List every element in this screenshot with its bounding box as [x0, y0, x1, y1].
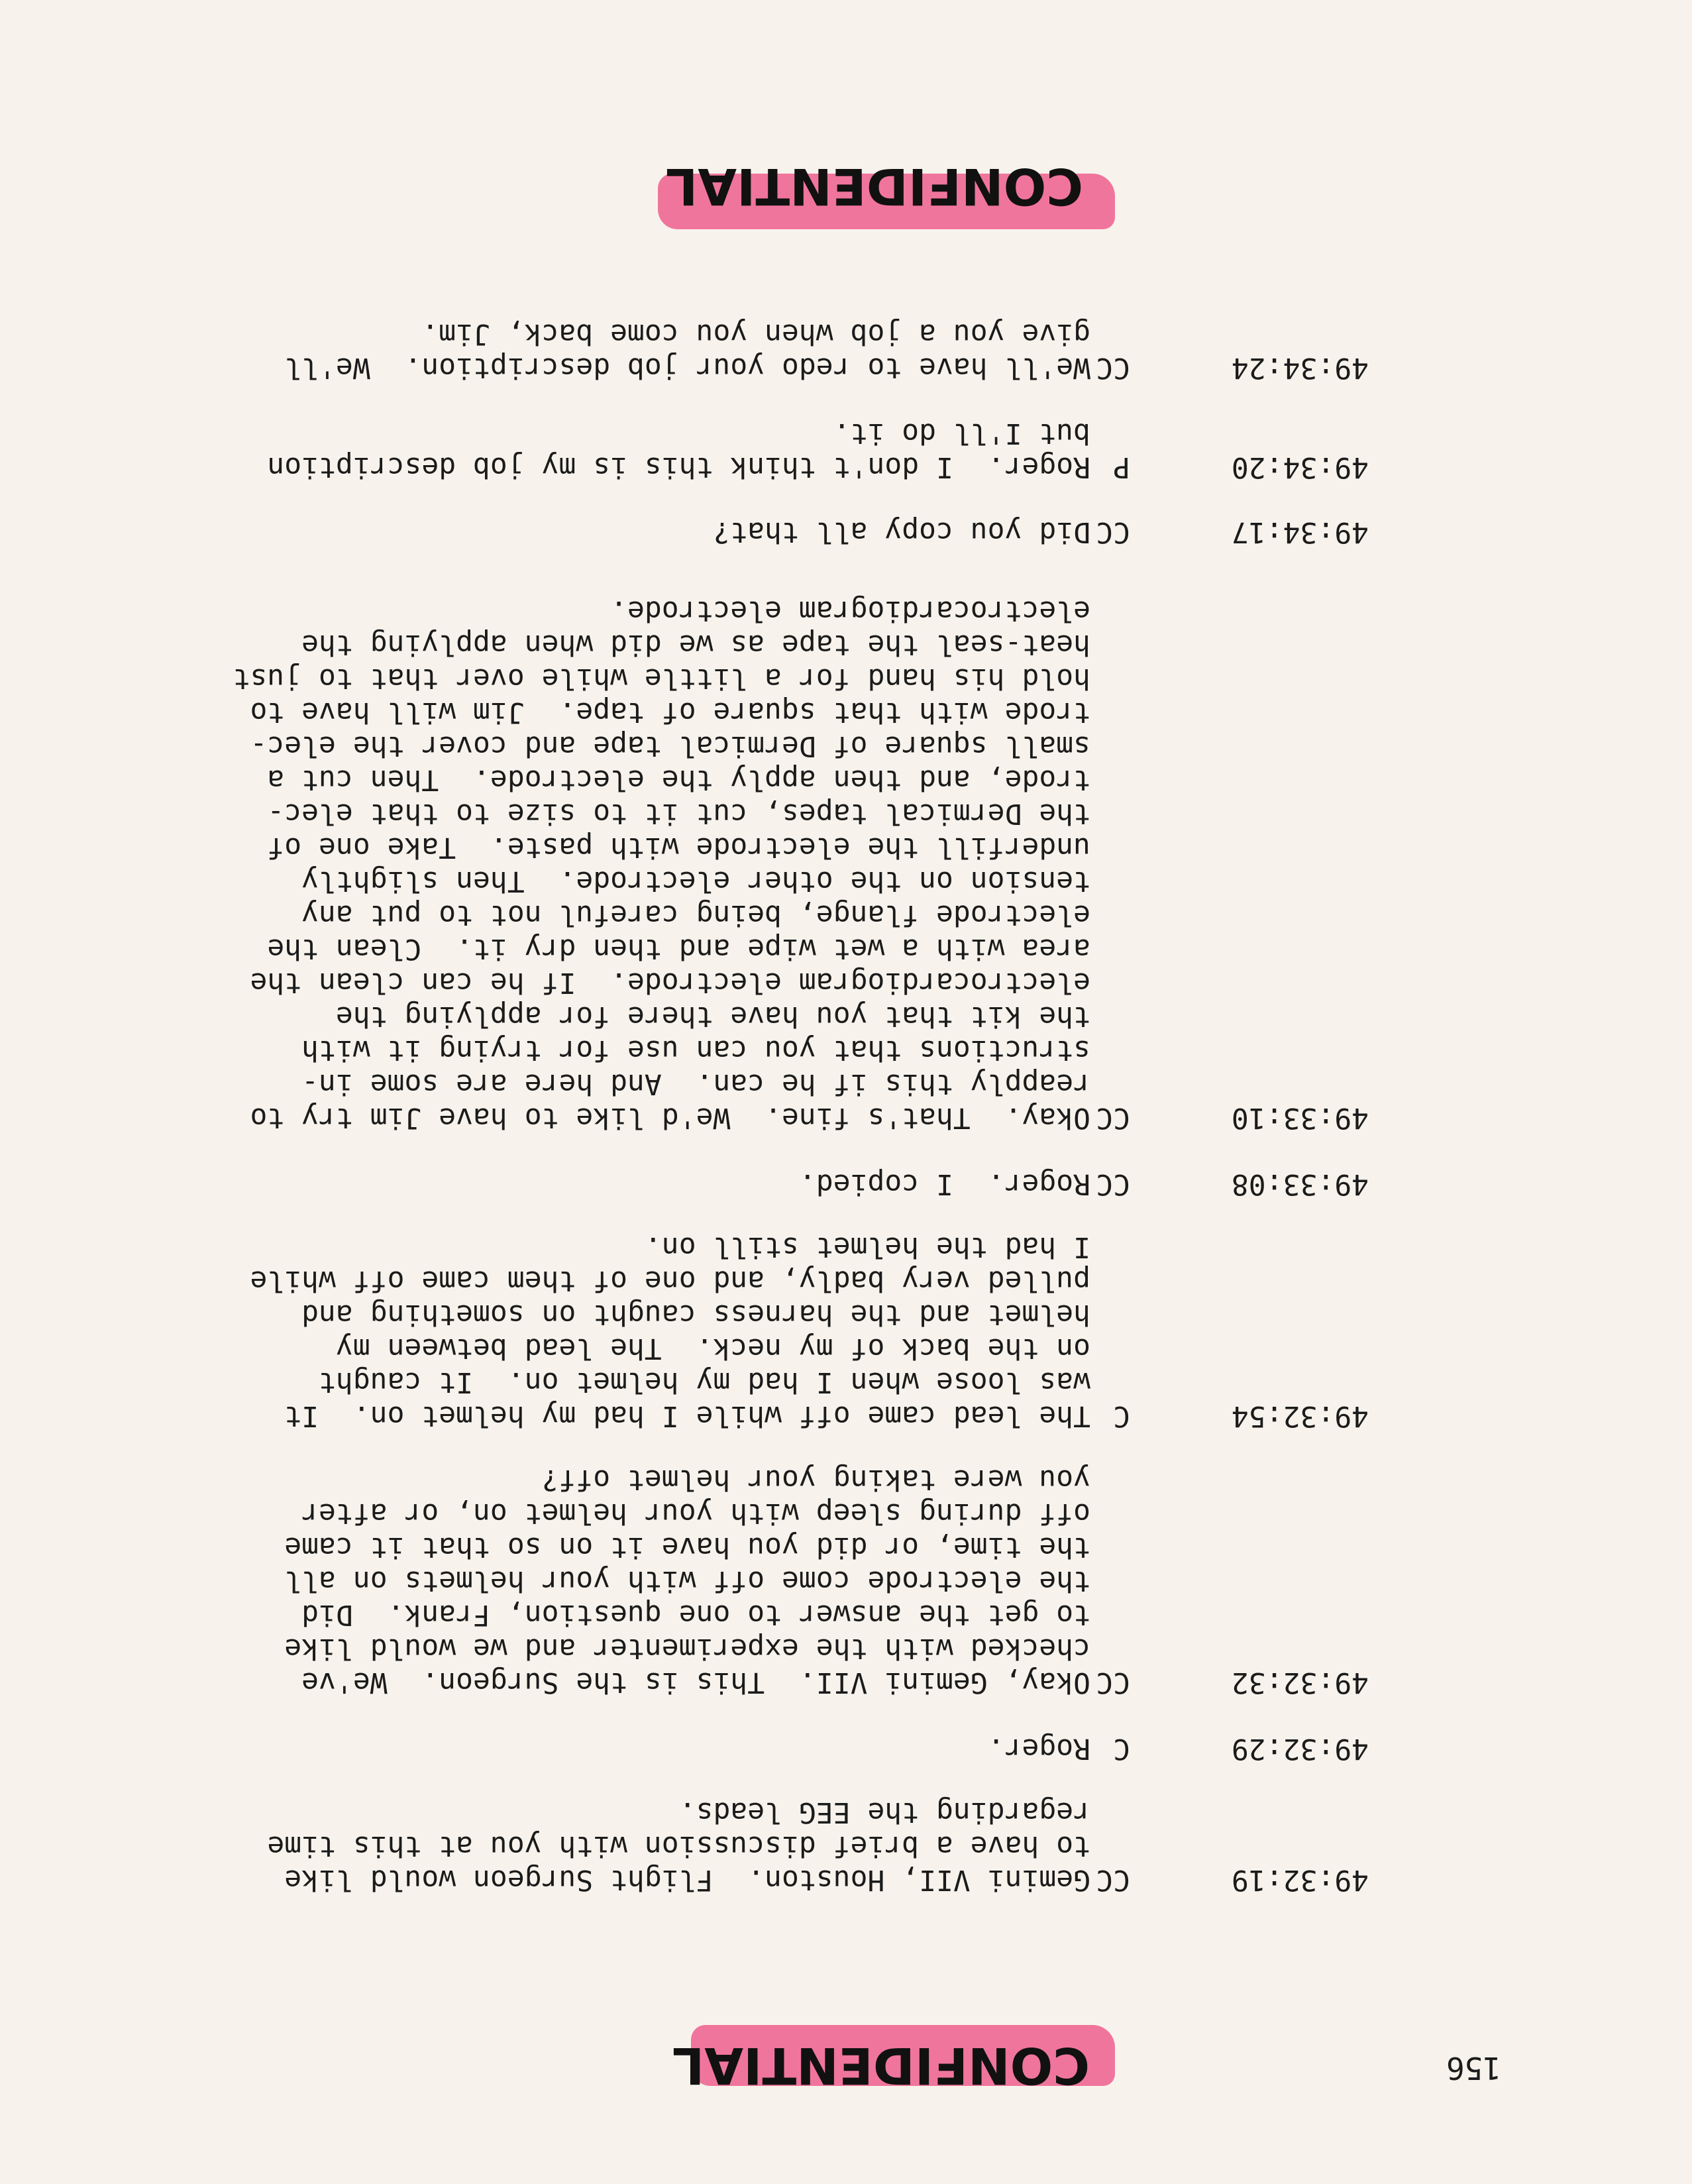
entry-text: Roger.: [987, 1732, 1090, 1765]
entry-text: Okay. That's fine. We'd like to have Jim try to reapply this if he can. And here are some in- structions that you can use for trying it with the kit that you have there for applying the electrocardiogram electrode. If he can clean the area with a wet wipe and then dry it. Clean the electrode flange, being careful not to put any tension on the other electrode. Then slightly underfill the electrode with paste. Take one of the Dermical tapes, cut it to size to that elec- trode, and then apply the electrode. Then cut a small square of Dermical tape and cover the elec- trode with that square of tape. Jim will have to hold his hand for a little while over that to just heat-seal the tape as we did when applying the electrocardiogram electrode.: [233, 594, 1090, 1134]
entry-speaker: P: [1113, 451, 1130, 484]
entry-timestamp: 49:32:29: [1231, 1732, 1369, 1765]
entry-text: The lead came off while I had my helmet on. It was loose when I had my helmet on. It caught on the back of my neck. The lead between my helmet and the harness caught on something and pulled very badly, and one of them came off while I had the helmet still on.: [250, 1230, 1090, 1433]
classification-stamp-bottom: [650, 154, 1099, 219]
entry-text: Gemini VII, Houston. Flight Surgeon would like to have a brief discussion with you at this time regarding the EEG leads.: [267, 1796, 1090, 1896]
entry-text: Roger. I don't think this is my job description but I'll do it.: [267, 417, 1090, 484]
entry-speaker: C: [1113, 1732, 1130, 1765]
entry-speaker: CC: [1096, 1101, 1130, 1134]
entry-timestamp: 49:32:32: [1231, 1666, 1369, 1699]
entry-speaker: CC: [1096, 1168, 1130, 1201]
entry-speaker: CC: [1096, 1666, 1130, 1699]
page-number: 156: [1446, 2050, 1501, 2086]
entry-text: Did you copy all that?: [713, 516, 1090, 549]
entry-timestamp: 49:34:20: [1231, 451, 1369, 484]
entry-text: Okay, Gemini VII. This is the Surgeon. We've checked with the experimenter and we would like to get the answer to one question, Frank. Did the electrode come off with your helmets on all the time, or did you have it on so that it came off during sleep with your helmet on, or after you were taking your helmet off?: [284, 1463, 1090, 1699]
entry-text: We'll have to redo your job description. We'll give you a job when you come back, Jim.: [284, 317, 1090, 384]
entry-timestamp: 49:33:08: [1231, 1168, 1369, 1201]
entry-timestamp: 49:33:10: [1231, 1101, 1369, 1134]
entry-speaker: C: [1113, 1399, 1130, 1433]
entry-timestamp: 49:34:24: [1231, 351, 1369, 384]
entry-speaker: CC: [1096, 516, 1130, 549]
entry-speaker: CC: [1096, 351, 1130, 384]
classification-stamp-top: [657, 2034, 1106, 2098]
entry-timestamp: 49:32:19: [1231, 1863, 1369, 1896]
classification-label: CONFIDENTIAL: [672, 2036, 1090, 2095]
entry-timestamp: 49:34:17: [1231, 516, 1369, 549]
entry-speaker: CC: [1096, 1863, 1130, 1896]
entry-text: Roger. I copied.: [798, 1168, 1090, 1201]
classification-label: CONFIDENTIAL: [665, 157, 1083, 216]
entry-timestamp: 49:32:54: [1231, 1399, 1369, 1433]
